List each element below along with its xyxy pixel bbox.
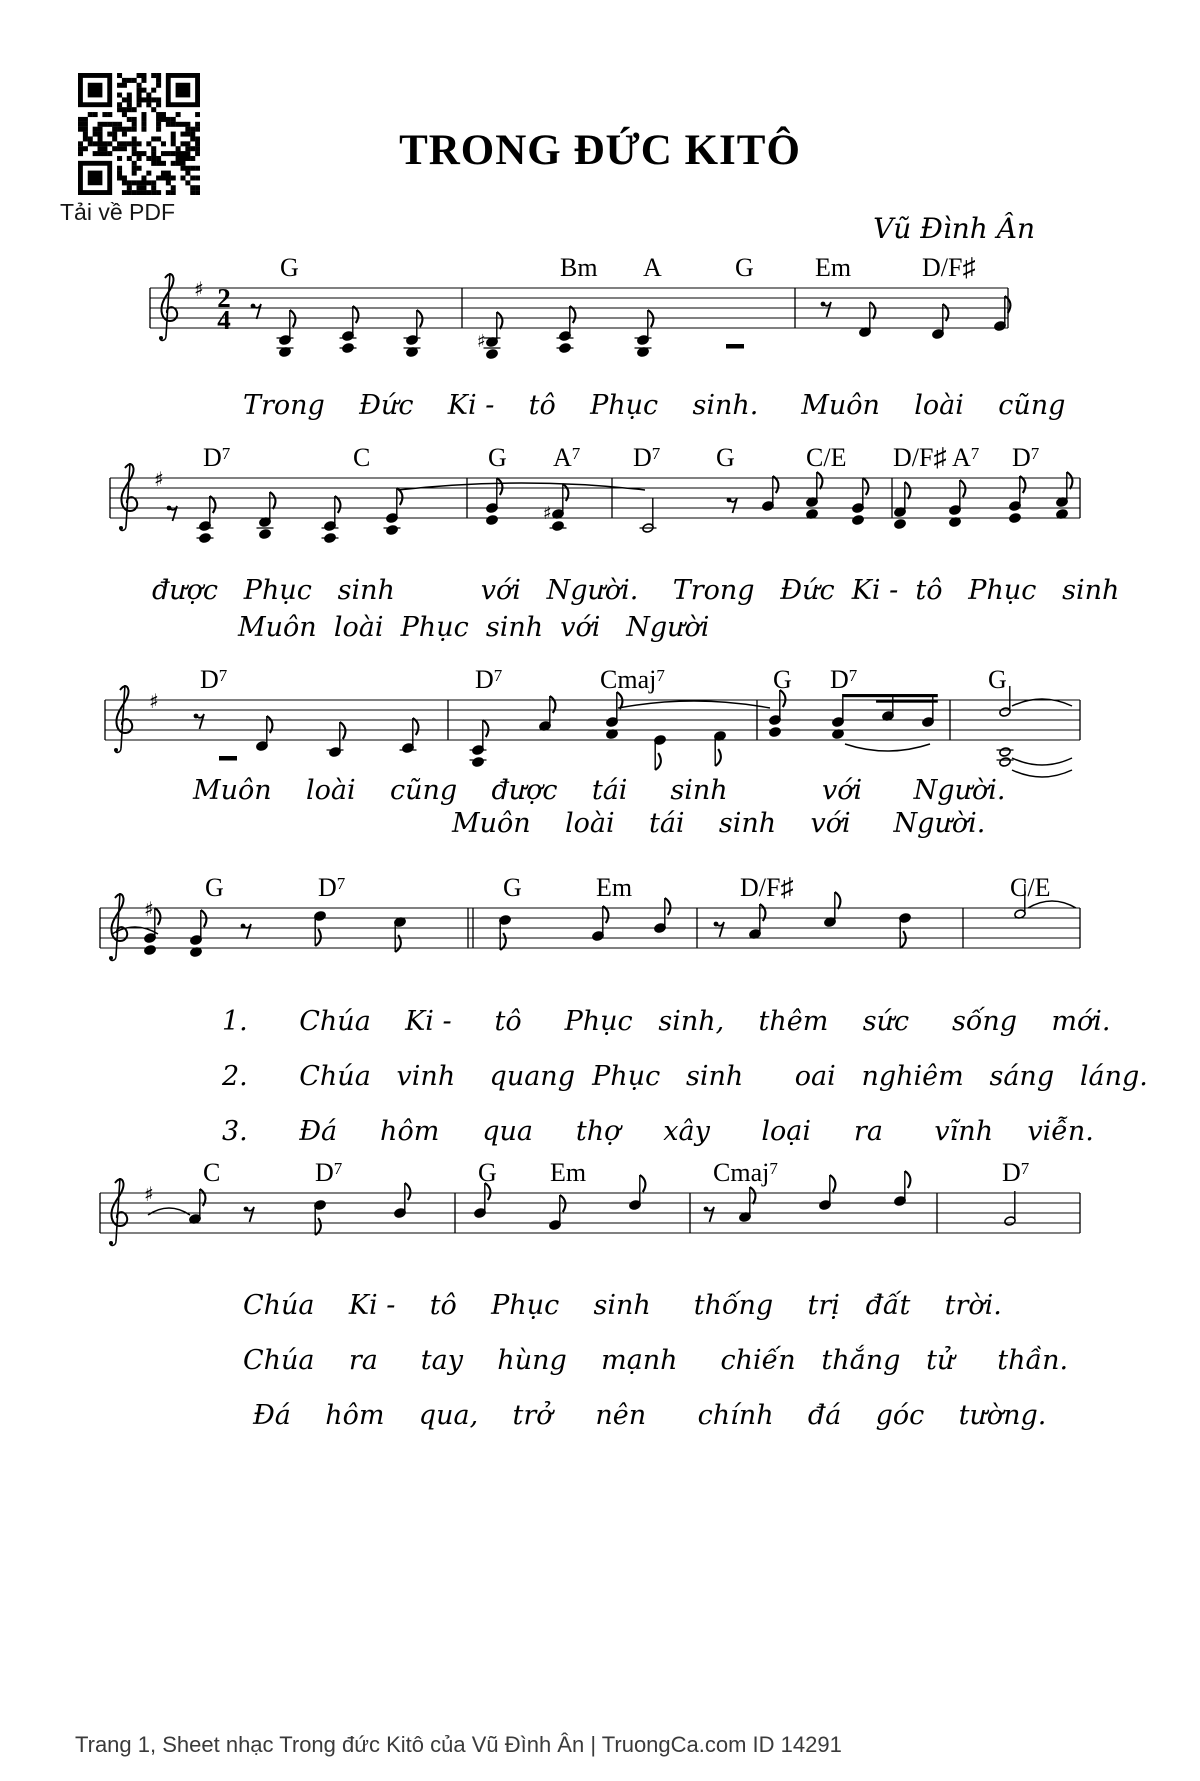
chord-symbol: $D^7$ [1002,1158,1030,1187]
chord-symbol: G [988,665,1007,694]
composer-name: Vũ Đình Ân [873,212,1035,245]
lyric-line: Muôn loài Phục sinh với Người [238,612,710,643]
chord-symbol: $A^7$ [553,443,581,472]
chord-symbol: $D^7$ [318,873,346,902]
chord-symbol: $D^7$ [633,443,661,472]
chord-symbol: Cmaj$^7$ [600,665,665,694]
chord-symbol: $D^7$ [203,443,231,472]
chord-symbol: G [488,443,507,472]
svg-text:2: 2 [217,283,231,313]
svg-text:♯: ♯ [477,331,486,352]
lyric-line: Muôn loài cũng được tái sinh với Người. [193,775,1006,806]
chord-symbol: Em [815,253,852,282]
chord-symbol: C [353,443,371,472]
lyric-line: 1. Chúa Ki - tô Phục sinh, thêm sức sống mới. [222,1006,1111,1037]
download-pdf-link[interactable]: Tải về PDF [60,199,176,225]
chord-symbol: Em [596,873,633,902]
chord-symbol: G [773,665,792,694]
chord-symbol: G [716,443,735,472]
chord-symbol: G [205,873,224,902]
lyric-line: Trong Đức Ki - tô Phục sinh. Muôn loài cũng [243,390,1066,421]
chord-symbol: G [280,253,299,282]
lyric-line: được Phục sinh với Người. Trong Đức Ki - tô Phục sinh [152,575,1120,606]
chord-symbol: C/E [1010,873,1051,902]
svg-text:♯: ♯ [543,503,552,524]
song-title: TRONG ĐỨC KITÔ [399,127,801,174]
chord-symbol: A [643,253,662,282]
chord-symbol: G [478,1158,497,1187]
chord-symbol: D/F♯ [740,873,794,902]
chord-symbol: D/F♯ [893,443,947,472]
lyric-line: Đá hôm qua, trở nên chính đá góc tường. [253,1400,1047,1431]
lyric-line: Chúa ra tay hùng mạnh chiến thắng tử thần. [243,1345,1069,1376]
lyric-line: 3. Đá hôm qua thợ xây loại ra vĩnh viễn. [222,1116,1094,1147]
chord-symbol: $A^7$ [952,443,980,472]
svg-text:4: 4 [217,305,231,335]
chord-symbol: $D^7$ [200,665,228,694]
chord-symbol: G [735,253,754,282]
chord-symbol: Bm [560,253,598,282]
footer-text: Trang 1, Sheet nhạc Trong đức Kitô của Vũ Đình Ân | TruongCa.com ID 14291 [75,1732,842,1757]
chord-symbol: $D^7$ [475,665,503,694]
svg-text:♯: ♯ [144,897,154,921]
svg-text:♯: ♯ [154,467,164,491]
chord-symbol: $D^7$ [315,1158,343,1187]
lyric-line: Chúa Ki - tô Phục sinh thống trị đất trời. [243,1290,1002,1321]
svg-text:♯: ♯ [149,689,159,713]
lyric-line: 2. Chúa vinh quang Phục sinh oai nghiêm sáng láng. [222,1061,1148,1092]
chord-symbol: $D^7$ [830,665,858,694]
chord-symbol: G [503,873,522,902]
chord-symbol: Cmaj$^7$ [713,1158,778,1187]
chord-symbol: C [203,1158,221,1187]
chord-symbol: Em [550,1158,587,1187]
chord-symbol: D/F♯ [922,253,976,282]
lyric-line: Muôn loài tái sinh với Người. [452,808,986,839]
chord-symbol: $D^7$ [1012,443,1040,472]
svg-text:♯: ♯ [194,277,204,301]
svg-text:♯: ♯ [144,1182,154,1206]
chord-symbol: C/E [806,443,847,472]
